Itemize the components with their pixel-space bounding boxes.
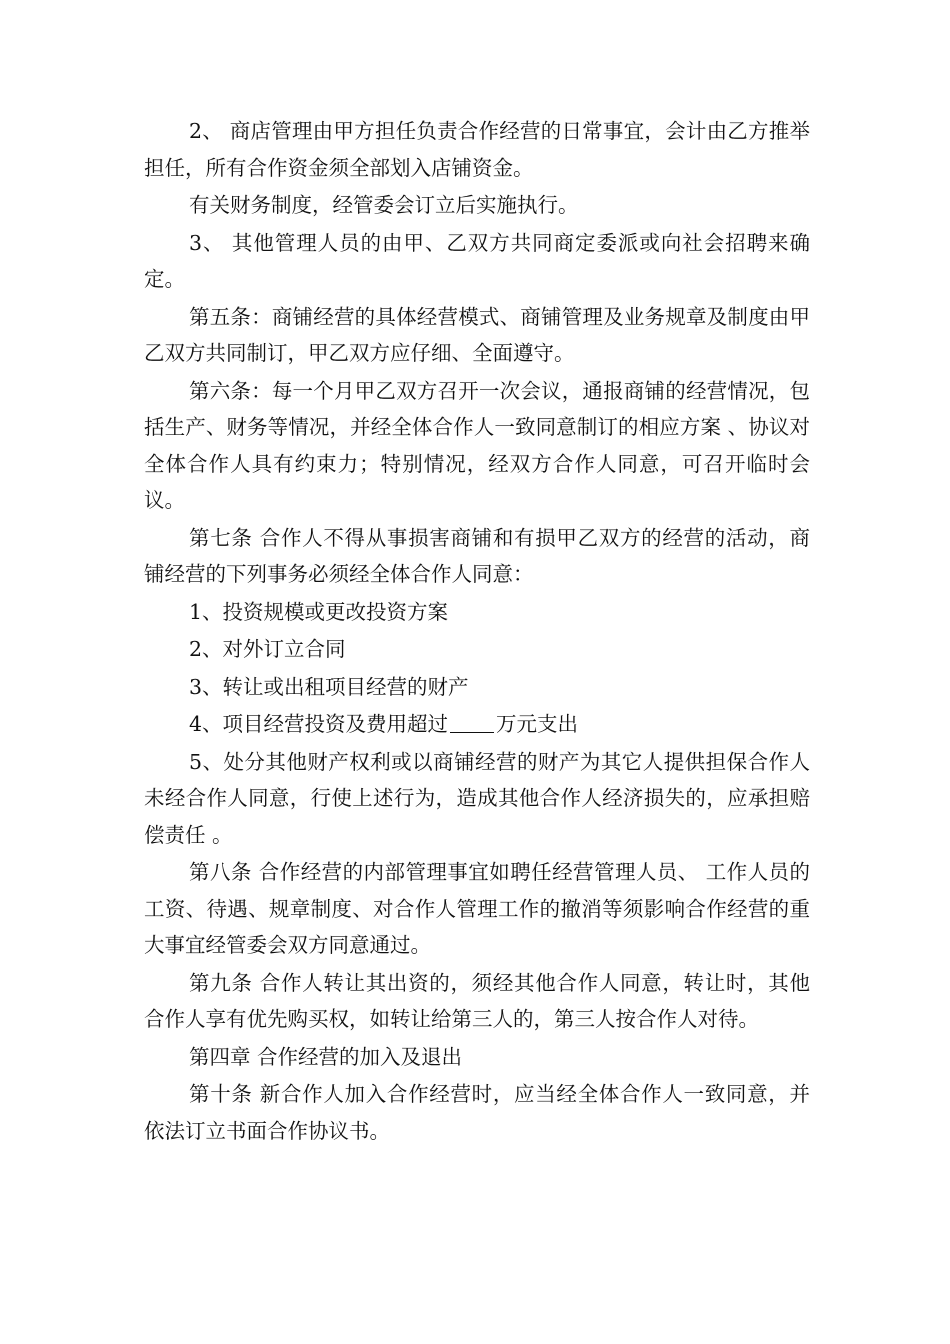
chapter-4-heading: 第四章 合作经营的加入及退出 — [189, 1044, 463, 1069]
paragraph-article-8: 第八条 合作经营的内部管理事宜如聘任经营管理人员、 工作人员的工资、待遇、规章制度、对合作人管理工作的撤消等须影响合作经营的重大事宜经管委会双方同意通过。 — [144, 860, 810, 957]
paragraph-clause-3: 3、 其他管理人员的由甲、乙双方共同商定委派或向社会招聘来确定。 — [144, 230, 810, 291]
paragraph-article-7: 第七条 合作人不得从事损害商铺和有损甲乙双方的经营的活动，商铺经营的下列事务必须经全体合作人同意： — [144, 525, 810, 586]
paragraph-article-9: 第九条 合作人转让其出资的，须经其他合作人同意，转让时，其他合作人享有优先购买权，如转让给第三人的，第三人按合作人对待。 — [144, 970, 810, 1031]
list-item-4-text-before: 4、项目经营投资及费用超过 — [189, 712, 449, 736]
paragraph-article-6: 第六条：每一个月甲乙双方召开一次会议，通报商铺的经营情况，包括生产、财务等情况，并经全体合作人一致同意制订的相应方案 、协议对全体合作人具有约束力；特别情况，经双方合作人同意，可召开临时会议。 — [144, 378, 810, 512]
list-item-1: 1、投资规模或更改投资方案 — [189, 599, 449, 624]
fill-in-blank — [450, 712, 494, 733]
paragraph-finance-system: 有关财务制度，经管委会订立后实施执行。 — [189, 193, 579, 217]
document-page — [144, 113, 810, 1149]
list-item-5: 5、处分其他财产权利或以商铺经营的财产为其它人提供担保合作人未经合作人同意，行使上述行为，造成其他合作人经济损失的，应承担赔偿责任 。 — [144, 749, 810, 847]
paragraph-article-10: 第十条 新合作人加入合作经营时，应当经全体合作人一致同意，并依法订立书面合作协议书。 — [144, 1082, 810, 1143]
list-item-4 — [144, 706, 810, 743]
list-item-3: 3、转让或出租项目经营的财产 — [189, 674, 469, 699]
list-item-4-text-after: 万元支出 — [496, 712, 579, 736]
list-item-2: 2、对外订立合同 — [189, 637, 346, 661]
paragraph-article-5: 第五条：商铺经营的具体经营模式、商铺管理及业务规章及制度由甲乙双方共同制订，甲乙双方应仔细、全面遵守。 — [144, 304, 810, 365]
paragraph-clause-2: 2、 商店管理由甲方担任负责合作经营的日常事宜，会计由乙方推举担任，所有合作资金须全部划入店铺资金。 — [144, 119, 810, 180]
